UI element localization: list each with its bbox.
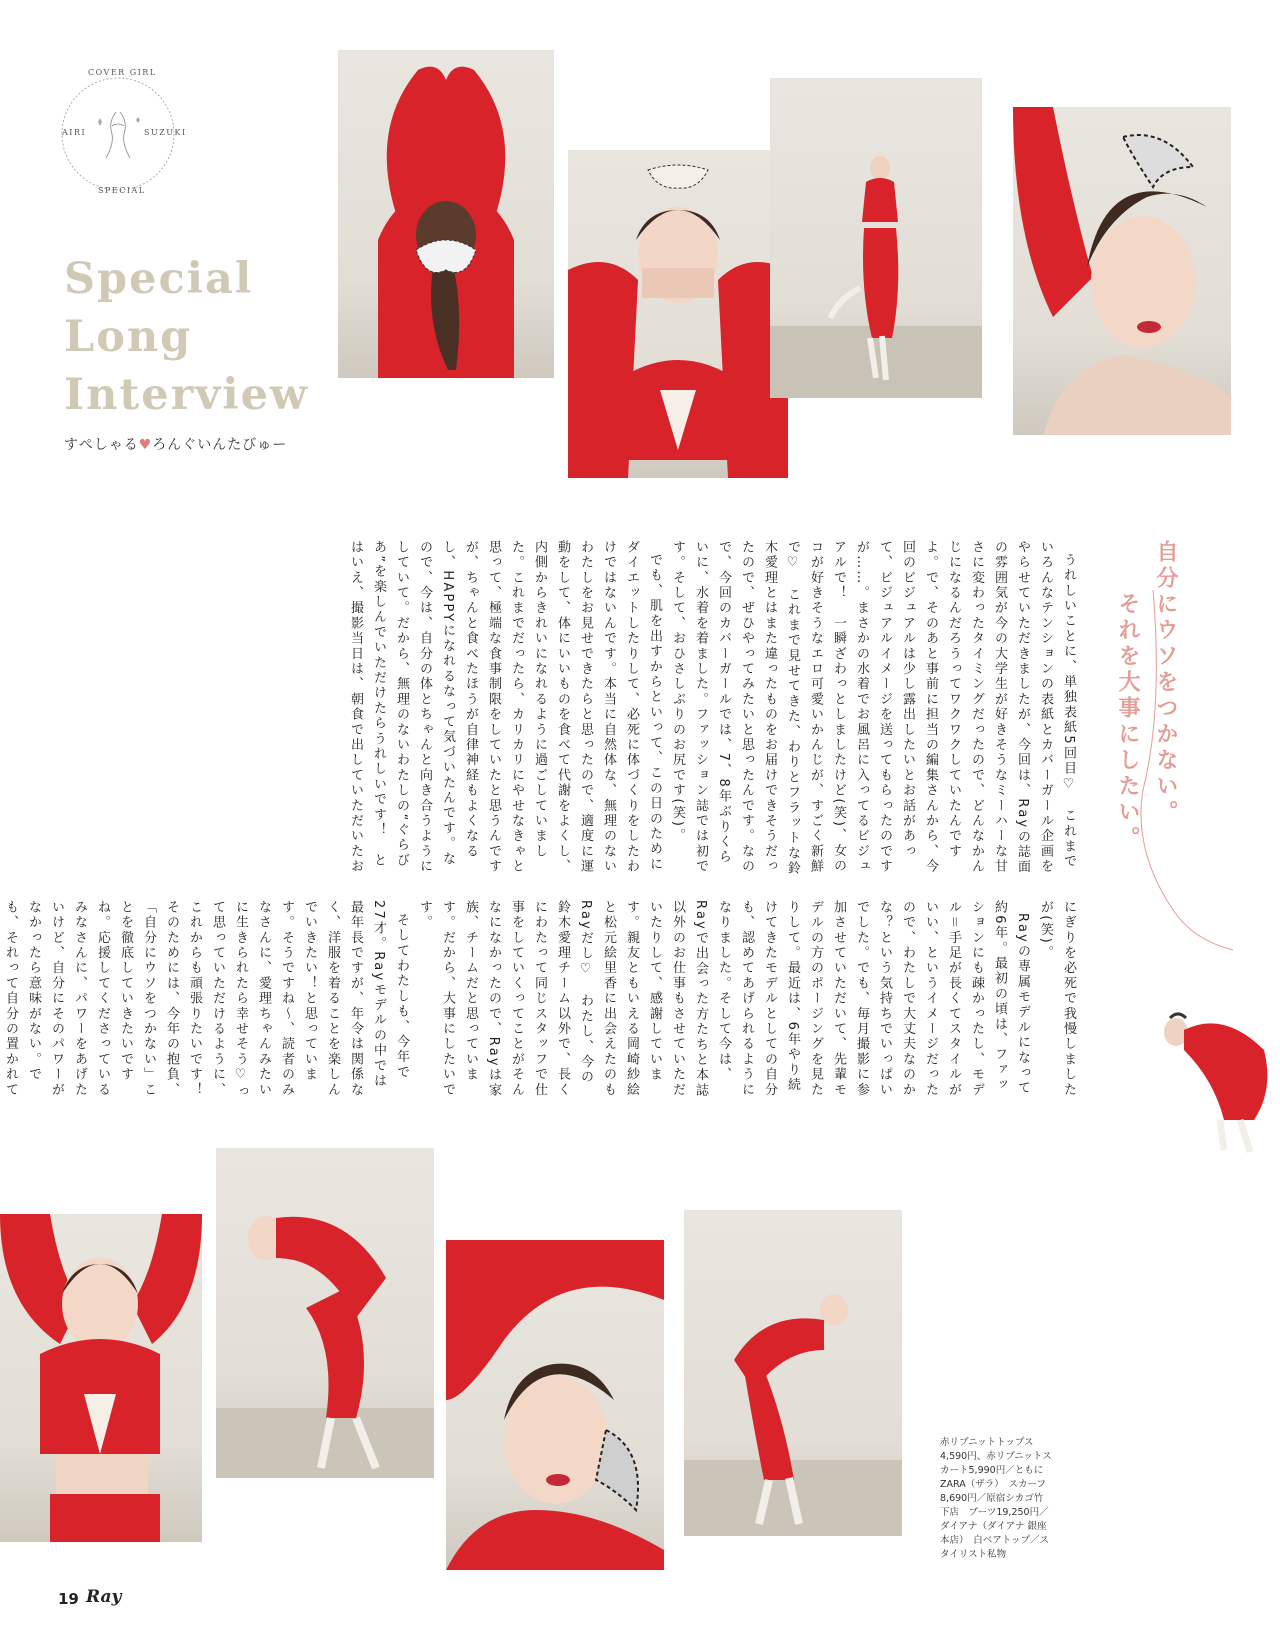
photo-hands-face <box>568 150 788 478</box>
heart-icon: ♥ <box>138 437 153 453</box>
body-bot-paragraph-3: そしてわたしも、今年で27才。Rayモデルの中では最年長ですが、年令は関係なく、洋服を着ることを楽しんでいきたい！と思っています。そうですね〜、読者のみなさんに、愛理ちゃんみたいに生きられたら幸せそう♡って思っていただけるように、これからも頑張りたいです！ そのためには、今年の抱負、「自分にウソをつかない」ことを徹底していきたいですね。応援してくださっているみなさんに、パワーをあげたいけど、自分にそのパワーがなかったら意味がない。でも、それって自分の置かれて <box>3 900 409 1100</box>
photo-closeup-scarf <box>1013 107 1231 435</box>
subtitle <box>64 434 287 454</box>
badge-top-text: COVER GIRL <box>88 68 157 77</box>
photo-bending-boots <box>684 1210 902 1536</box>
badge-right-text: SUZUKI <box>144 128 187 137</box>
interview-text-top <box>60 540 1080 878</box>
body-bot-paragraph-1: にぎりを必死で我慢しましたが(笑)。 <box>1038 900 1076 1098</box>
page-number: 19 <box>58 1590 79 1608</box>
subtitle-after: ろんぐいんたびゅー <box>152 437 288 453</box>
badge-bottom-text: SPECIAL <box>98 186 146 195</box>
title-line-3: Interview <box>64 370 309 420</box>
photo-cutout-bending <box>1160 1010 1278 1160</box>
quote-line-2: それを大事にしたい。 <box>1115 592 1140 852</box>
photo-back-heart-hands <box>338 50 554 378</box>
body-bot-paragraph-2: Rayの専属モデルになって約6年。最初の頃は、ファッションにも疎かったし、モデル＝手足が長くてスタイルがいい、というイメージだったので、わたしで大丈夫なのかな？という気持ちでいっぱいでした。でも、毎月撮影に参加させていただいて、先輩モデルの方のポージングを見たりして。最近は、6年やり続けてきたモデルとしての自分も、認めてあげられるようになりました。そして今は、Rayで出会った方たちと本誌以外のお仕事もさせていただいたりして、感謝しています。親友ともいえる岡崎紗絵と松元絵里香に出会えたのもRayだし♡ わたし、今の鈴木愛理チーム以外で、長くにわたって同じスタッフで仕事をしていくってことがそんなになかったので、Rayは家族、チームだと思っています。だから、大事にしたいです。 <box>417 900 1030 1099</box>
body-top-paragraph-2: でも、肌を出すからといって、この日のためにダイエットしたりして、必死に体づくりをしたわけではないんです。本当に自然体な、無理のないわたしをお見せできたらと思ったので、適度に運動をして、体にいいものを食べて代謝をよくし、内側からきれいになれるように過ごしていました。これまでだったら、カリカリにやせなきゃと思って、極端な食事制限をしていたと思うんですが、ちゃんと食べたほうが自律神経もよくなるし、HAPPYになれるなって気づいたんです。なので、今は、自分の体とちゃんと向き合うようにしていて。だから、無理のないわたしの“ぐらびあ”を楽しんでいただけたらうれしいです！ とはいえ、撮影当日は、朝食で出していただいたお <box>348 540 662 875</box>
title-line-1: Special <box>64 254 254 304</box>
magazine-logo: Ray <box>86 1587 122 1607</box>
page-title <box>64 250 324 424</box>
fashion-credits: 赤リブニットトップス 4,590円、赤リブニットスカート5,990円／ともにZARA（ザラ） スカーフ 8,690円／原宿シカゴ竹下店 ブーツ19,250円／ダイアナ（ダイアナ 銀座本店） 白ベアトップ／スタイリスト私物 <box>940 1437 1052 1560</box>
cover-girl-badge <box>58 62 187 202</box>
photo-leaning-forward <box>216 1148 434 1478</box>
photo-full-body-wall <box>770 78 982 398</box>
title-line-2: Long <box>64 312 193 362</box>
badge-left-text: AIRI <box>62 128 87 137</box>
subtitle-before: すぺしゃる <box>64 437 139 453</box>
interview-text-bottom <box>3 900 1080 1100</box>
quote-line-1: 自分にウソをつかない。 <box>1153 540 1178 826</box>
body-top-paragraph-1: うれしいことに、単独表紙5回目♡ これまでいろんなテンションの表紙とカバーガール企画をやらせていただきましたが、今回は、Rayの誌面の雰囲気が今の大学生が好きそうなミーハーな甘さに変わったタイミングだったので、どんなかんじになるんだろうってワクワクしていたんですよ。で、そのあと事前に担当の編集さんから、今回のビジュアルは少し露出したいとお話があって、ビジュアルイメージを送ってもらったのですが……。まさかの水着でお風呂に入ってるビジュアルで！ 一瞬ざわっとしましたけど(笑)、女のコが好きそうなエロ可愛いかんじが、すごく新鮮で♡ これまで見せてきた、わりとフラットな鈴木愛理とはまた違ったものをお届けできそうだったので、ぜひやってみたいと思ったんです。なので、今回のカバーガールでは、7、8年ぶりくらいに、水着を着ました。ファッション誌では初です。そして、おひさしぶりのお尻です(笑)。 <box>670 540 1076 877</box>
photo-arms-up-scarf <box>0 1214 202 1542</box>
photo-closeup-lying <box>446 1240 664 1570</box>
